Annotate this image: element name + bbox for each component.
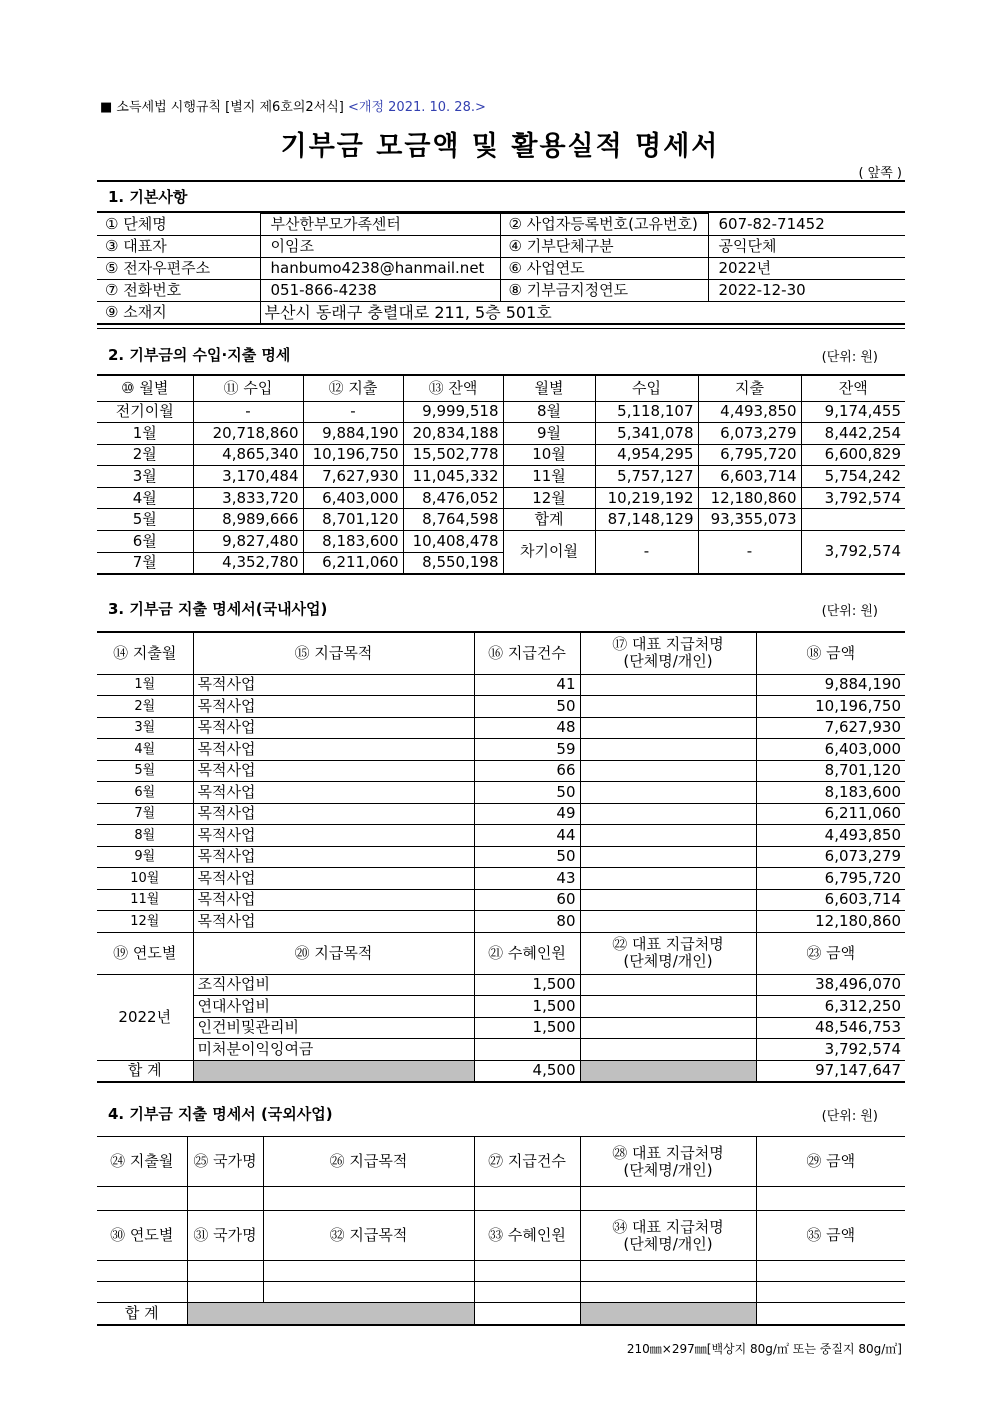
recipient-header-line1: ㉞ 대표 지급처명 — [612, 1217, 724, 1236]
income-cell: 8,989,666 — [193, 509, 303, 531]
col-header: ㉑ 수혜인원 — [474, 932, 580, 974]
month-cell: 3월 — [97, 717, 193, 739]
people-cell: 1,500 — [474, 1017, 580, 1039]
amount-cell: 6,312,250 — [756, 996, 905, 1018]
balance-cell: 9,999,518 — [403, 401, 503, 423]
col-header-recipient — [580, 1137, 756, 1187]
count-cell: 50 — [474, 846, 580, 868]
purpose-cell: 인건비및관리비 — [193, 1017, 474, 1039]
recipient-cell — [580, 974, 756, 996]
empty-cell — [187, 1261, 263, 1282]
amount-cell: 38,496,070 — [756, 974, 905, 996]
month-cell: 7월 — [97, 552, 193, 574]
expense-cell: 10,196,750 — [303, 444, 403, 466]
domestic-row — [97, 803, 905, 825]
expense-cell: 8,183,600 — [303, 531, 403, 553]
month-cell: 12월 — [503, 487, 595, 509]
unit-label: (단위: 원) — [821, 604, 878, 619]
col-header: ⑯ 지급건수 — [474, 632, 580, 674]
expense-cell: 6,403,000 — [303, 487, 403, 509]
col-header-count: ㉗ 지급건수 — [474, 1137, 580, 1187]
purpose-cell: 목적사업 — [193, 868, 474, 890]
basic-info-row — [97, 258, 905, 280]
basic-info-row — [97, 236, 905, 258]
col-header: 월별 — [503, 375, 595, 401]
field-label: ⑨ 소재지 — [97, 302, 260, 324]
recipient-cell — [580, 674, 756, 696]
income-cell: 20,718,860 — [193, 423, 303, 445]
month-cell: 7월 — [97, 803, 193, 825]
total-shaded-cell — [580, 1303, 756, 1325]
recipient-cell — [580, 825, 756, 847]
month-cell: 1월 — [97, 674, 193, 696]
recipient-header-line1: ㉘ 대표 지급처명 — [612, 1143, 724, 1162]
expense-cell: - — [303, 401, 403, 423]
empty-cell — [474, 1261, 580, 1282]
field-value: hanbumo4238@hanmail.net — [260, 258, 500, 280]
total-shaded-cell — [580, 1060, 756, 1082]
col-header: 지출 — [698, 375, 801, 401]
field-value: 607-82-71452 — [708, 214, 905, 236]
empty-cell — [263, 1282, 474, 1303]
income-cell: 4,954,295 — [595, 444, 698, 466]
total-shaded-cell — [187, 1303, 474, 1325]
section-domestic-title: 3. 기부금 지출 명세서(국내사업) — [108, 600, 328, 618]
total-amount-cell: 97,147,647 — [756, 1060, 905, 1082]
field-label: ⑥ 사업연도 — [500, 258, 708, 280]
field-label: ⑦ 전화번호 — [97, 280, 260, 302]
expense-cell: 6,795,720 — [698, 444, 801, 466]
field-value: 부산한부모가족센터 — [260, 214, 500, 236]
col-header-month: ㉔ 지출월 — [97, 1137, 187, 1187]
expense-cell: 7,627,930 — [303, 466, 403, 488]
domestic-row — [97, 825, 905, 847]
month-cell: 5월 — [97, 509, 193, 531]
count-cell: 50 — [474, 782, 580, 804]
domestic-year-row — [97, 1017, 905, 1039]
recipient-cell — [580, 846, 756, 868]
month-cell: 6월 — [97, 782, 193, 804]
field-label: ⑧ 기부금지정연도 — [500, 280, 708, 302]
month-cell: 10월 — [97, 868, 193, 890]
income-cell: 4,865,340 — [193, 444, 303, 466]
income-cell: 4,352,780 — [193, 552, 303, 574]
unit-label: (단위: 원) — [821, 350, 878, 365]
income-cell: 5,757,127 — [595, 466, 698, 488]
field-label: ③ 대표자 — [97, 236, 260, 258]
month-cell: 10월 — [503, 444, 595, 466]
field-label: ② 사업자등록번호(고유번호) — [500, 214, 708, 236]
purpose-cell: 목적사업 — [193, 846, 474, 868]
empty-cell — [263, 1187, 474, 1211]
empty-cell — [580, 1282, 756, 1303]
empty-cell — [474, 1187, 580, 1211]
col-header: ⑪ 수입 — [193, 375, 303, 401]
recipient-cell — [580, 889, 756, 911]
field-label: ⑤ 전자우편주소 — [97, 258, 260, 280]
domestic-header-row — [97, 632, 905, 674]
domestic-row — [97, 868, 905, 890]
empty-cell — [187, 1187, 263, 1211]
people-cell: 1,500 — [474, 974, 580, 996]
income-cell: 3,170,484 — [193, 466, 303, 488]
total-label: 합 계 — [97, 1303, 187, 1325]
income-cell: 5,341,078 — [595, 423, 698, 445]
income-cell: 3,833,720 — [193, 487, 303, 509]
form-reference — [100, 96, 486, 115]
amount-cell: 4,493,850 — [756, 825, 905, 847]
count-cell: 59 — [474, 739, 580, 761]
count-cell: 50 — [474, 696, 580, 718]
col-header-purpose: ㉖ 지급목적 — [263, 1137, 474, 1187]
month-cell: 9월 — [97, 846, 193, 868]
domestic-year-row — [97, 974, 905, 996]
purpose-cell: 목적사업 — [193, 696, 474, 718]
income-row — [97, 487, 905, 509]
income-row — [97, 466, 905, 488]
unit-label: (단위: 원) — [821, 1109, 878, 1124]
month-cell: 2월 — [97, 696, 193, 718]
count-cell: 80 — [474, 911, 580, 933]
field-label: ④ 기부단체구분 — [500, 236, 708, 258]
col-header-purpose: ㉜ 지급목적 — [263, 1211, 474, 1261]
recipient-header-line1: ⑰ 대표 지급처명 — [612, 635, 724, 654]
expense-cell: 6,211,060 — [303, 552, 403, 574]
recipient-cell — [580, 868, 756, 890]
amount-cell: 8,701,120 — [756, 760, 905, 782]
carry-income-cell: - — [595, 531, 698, 574]
domestic-row — [97, 739, 905, 761]
col-header: 수입 — [595, 375, 698, 401]
income-header-row — [97, 375, 905, 401]
empty-cell — [187, 1282, 263, 1303]
income-expense-table — [97, 374, 905, 575]
domestic-row — [97, 717, 905, 739]
divider — [97, 180, 905, 182]
month-cell: 전기이월 — [97, 401, 193, 423]
recipient-cell — [580, 782, 756, 804]
col-header: ⑭ 지출월 — [97, 632, 193, 674]
amount-cell: 3,792,574 — [756, 1039, 905, 1061]
domestic-header-row — [97, 932, 905, 974]
form-ref-text: ■ 소득세법 시행규칙 [별지 제6호의2서식] — [100, 100, 344, 115]
income-cell: 9,827,480 — [193, 531, 303, 553]
month-cell: 8월 — [503, 401, 595, 423]
recipient-cell — [580, 803, 756, 825]
balance-cell: 8,476,052 — [403, 487, 503, 509]
amount-cell: 10,196,750 — [756, 696, 905, 718]
amount-cell: 48,546,753 — [756, 1017, 905, 1039]
purpose-cell: 미처분이익잉여금 — [193, 1039, 474, 1061]
basic-info-table — [97, 213, 905, 324]
col-header-recipient — [580, 1211, 756, 1261]
domestic-year-row — [97, 1039, 905, 1061]
amount-cell: 6,073,279 — [756, 846, 905, 868]
field-value: 2022-12-30 — [708, 280, 905, 302]
income-row — [97, 444, 905, 466]
purpose-cell: 목적사업 — [193, 782, 474, 804]
balance-cell: 11,045,332 — [403, 466, 503, 488]
col-header: ㉓ 금액 — [756, 932, 905, 974]
total-people-cell: 4,500 — [474, 1060, 580, 1082]
count-cell: 49 — [474, 803, 580, 825]
overseas-expense-table — [97, 1136, 905, 1326]
purpose-cell: 목적사업 — [193, 760, 474, 782]
carry-expense-cell: - — [698, 531, 801, 574]
col-header: ⑱ 금액 — [756, 632, 905, 674]
domestic-expense-table — [97, 631, 905, 1083]
domestic-total-row — [97, 1060, 905, 1082]
month-cell: 8월 — [97, 825, 193, 847]
empty-cell — [97, 1187, 187, 1211]
expense-cell: 4,493,850 — [698, 401, 801, 423]
section-basic-title: 1. 기본사항 — [108, 188, 188, 206]
income-row — [97, 509, 905, 531]
month-cell: 12월 — [97, 911, 193, 933]
field-value: 이임조 — [260, 236, 500, 258]
front-side-label: ( 앞쪽 ) — [858, 166, 902, 181]
year-cell: 2022년 — [97, 974, 193, 1060]
col-header-people: ㉝ 수혜인원 — [474, 1211, 580, 1261]
field-value: 051-866-4238 — [260, 280, 500, 302]
recipient-cell — [580, 1017, 756, 1039]
col-header-recipient — [580, 632, 756, 674]
section-income-title: 2. 기부금의 수입·지출 명세 — [108, 346, 291, 364]
recipient-cell — [580, 996, 756, 1018]
count-cell: 48 — [474, 717, 580, 739]
domestic-row — [97, 846, 905, 868]
purpose-cell: 목적사업 — [193, 674, 474, 696]
purpose-cell: 목적사업 — [193, 889, 474, 911]
basic-info-row — [97, 280, 905, 302]
month-cell: 4월 — [97, 739, 193, 761]
empty-cell — [756, 1282, 905, 1303]
divider — [97, 328, 905, 329]
amount-cell: 9,884,190 — [756, 674, 905, 696]
month-cell: 6월 — [97, 531, 193, 553]
balance-cell: 6,600,829 — [801, 444, 905, 466]
balance-cell: 20,834,188 — [403, 423, 503, 445]
amount-cell: 6,795,720 — [756, 868, 905, 890]
col-header: ⑲ 연도별 — [97, 932, 193, 974]
col-header: ⑮ 지급목적 — [193, 632, 474, 674]
recipient-cell — [580, 1039, 756, 1061]
col-header-amount: ㉟ 금액 — [756, 1211, 905, 1261]
balance-cell: 8,442,254 — [801, 423, 905, 445]
col-header-year: ㉚ 연도별 — [97, 1211, 187, 1261]
amount-cell: 6,603,714 — [756, 889, 905, 911]
amount-cell: 6,403,000 — [756, 739, 905, 761]
domestic-year-row — [97, 996, 905, 1018]
col-header-country: ㉛ 국가명 — [187, 1211, 263, 1261]
expense-cell: 9,884,190 — [303, 423, 403, 445]
col-header: ⑩ 월별 — [97, 375, 193, 401]
income-cell: 10,219,192 — [595, 487, 698, 509]
balance-cell: 8,764,598 — [403, 509, 503, 531]
purpose-cell: 목적사업 — [193, 717, 474, 739]
col-header-recipient — [580, 932, 756, 974]
carry-month-cell: 차기이월 — [503, 531, 595, 574]
purpose-cell: 연대사업비 — [193, 996, 474, 1018]
month-cell: 5월 — [97, 760, 193, 782]
count-cell: 60 — [474, 889, 580, 911]
empty-cell — [756, 1261, 905, 1282]
amount-cell: 8,183,600 — [756, 782, 905, 804]
expense-cell: 6,603,714 — [698, 466, 801, 488]
revision-date: <개정 2021. 10. 28.> — [348, 100, 486, 115]
empty-cell — [756, 1187, 905, 1211]
month-cell: 합계 — [503, 509, 595, 531]
recipient-header-line1: ㉒ 대표 지급처명 — [612, 935, 724, 953]
month-cell: 3월 — [97, 466, 193, 488]
empty-cell — [263, 1261, 474, 1282]
empty-cell — [474, 1282, 580, 1303]
domestic-row — [97, 911, 905, 933]
balance-cell: 15,502,778 — [403, 444, 503, 466]
recipient-cell — [580, 760, 756, 782]
income-row — [97, 531, 905, 553]
month-cell: 4월 — [97, 487, 193, 509]
count-cell: 44 — [474, 825, 580, 847]
income-row — [97, 423, 905, 445]
balance-cell: 3,792,574 — [801, 487, 905, 509]
carry-balance-cell: 3,792,574 — [801, 531, 905, 574]
section-overseas-title: 4. 기부금 지출 명세서 (국외사업) — [108, 1105, 333, 1123]
basic-info-row — [97, 214, 905, 236]
recipient-cell — [580, 739, 756, 761]
paper-spec-footer: 210㎜×297㎜[백상지 80g/㎡ 또는 중질지 80g/㎡] — [626, 1342, 902, 1356]
recipient-cell — [580, 717, 756, 739]
balance-cell: 5,754,242 — [801, 466, 905, 488]
income-cell: 5,118,107 — [595, 401, 698, 423]
balance-cell: 8,550,198 — [403, 552, 503, 574]
balance-cell: 10,408,478 — [403, 531, 503, 553]
count-cell: 41 — [474, 674, 580, 696]
total-shaded-cell — [193, 1060, 474, 1082]
total-label: 합 계 — [97, 1060, 193, 1082]
expense-cell: 12,180,860 — [698, 487, 801, 509]
recipient-header-line2: (단체명/개인) — [623, 1160, 713, 1179]
empty-cell — [97, 1261, 187, 1282]
purpose-cell: 목적사업 — [193, 739, 474, 761]
col-header-country: ㉕ 국가명 — [187, 1137, 263, 1187]
recipient-header-line2: (단체명/개인) — [623, 1234, 713, 1253]
amount-cell: 12,180,860 — [756, 911, 905, 933]
expense-cell: 93,355,073 — [698, 509, 801, 531]
address-value: 부산시 동래구 충렬대로 211, 5층 501호 — [260, 302, 905, 324]
basic-info-row — [97, 302, 905, 324]
divider — [97, 323, 905, 325]
col-header: ⑫ 지출 — [303, 375, 403, 401]
month-cell: 1월 — [97, 423, 193, 445]
balance-cell: 9,174,455 — [801, 401, 905, 423]
empty-cell — [580, 1261, 756, 1282]
domestic-row — [97, 782, 905, 804]
income-cell: - — [193, 401, 303, 423]
balance-cell — [801, 509, 905, 531]
empty-cell — [97, 1282, 187, 1303]
expense-cell: 8,701,120 — [303, 509, 403, 531]
amount-cell: 6,211,060 — [756, 803, 905, 825]
domestic-row — [97, 674, 905, 696]
field-value: 공익단체 — [708, 236, 905, 258]
field-label: ① 단체명 — [97, 214, 260, 236]
domestic-row — [97, 696, 905, 718]
col-header: ⑬ 잔액 — [403, 375, 503, 401]
total-amount-cell — [756, 1303, 905, 1325]
income-cell: 87,148,129 — [595, 509, 698, 531]
domestic-row — [97, 760, 905, 782]
income-row — [97, 401, 905, 423]
total-count-cell — [474, 1303, 580, 1325]
col-header: 잔액 — [801, 375, 905, 401]
amount-cell: 7,627,930 — [756, 717, 905, 739]
people-cell: 1,500 — [474, 996, 580, 1018]
recipient-cell — [580, 696, 756, 718]
purpose-cell: 목적사업 — [193, 911, 474, 933]
month-cell: 11월 — [97, 889, 193, 911]
recipient-header-line2: (단체명/개인) — [623, 652, 713, 671]
purpose-cell: 목적사업 — [193, 825, 474, 847]
col-header: ⑳ 지급목적 — [193, 932, 474, 974]
domestic-row — [97, 889, 905, 911]
count-cell: 66 — [474, 760, 580, 782]
people-cell — [474, 1039, 580, 1061]
page-title: 기부금 모금액 및 활용실적 명세서 — [280, 131, 720, 162]
purpose-cell: 조직사업비 — [193, 974, 474, 996]
count-cell: 43 — [474, 868, 580, 890]
month-cell: 2월 — [97, 444, 193, 466]
empty-cell — [580, 1187, 756, 1211]
col-header-amount: ㉙ 금액 — [756, 1137, 905, 1187]
field-value: 2022년 — [708, 258, 905, 280]
recipient-cell — [580, 911, 756, 933]
month-cell: 11월 — [503, 466, 595, 488]
recipient-header-line2: (단체명/개인) — [623, 952, 713, 970]
month-cell: 9월 — [503, 423, 595, 445]
expense-cell: 6,073,279 — [698, 423, 801, 445]
purpose-cell: 목적사업 — [193, 803, 474, 825]
